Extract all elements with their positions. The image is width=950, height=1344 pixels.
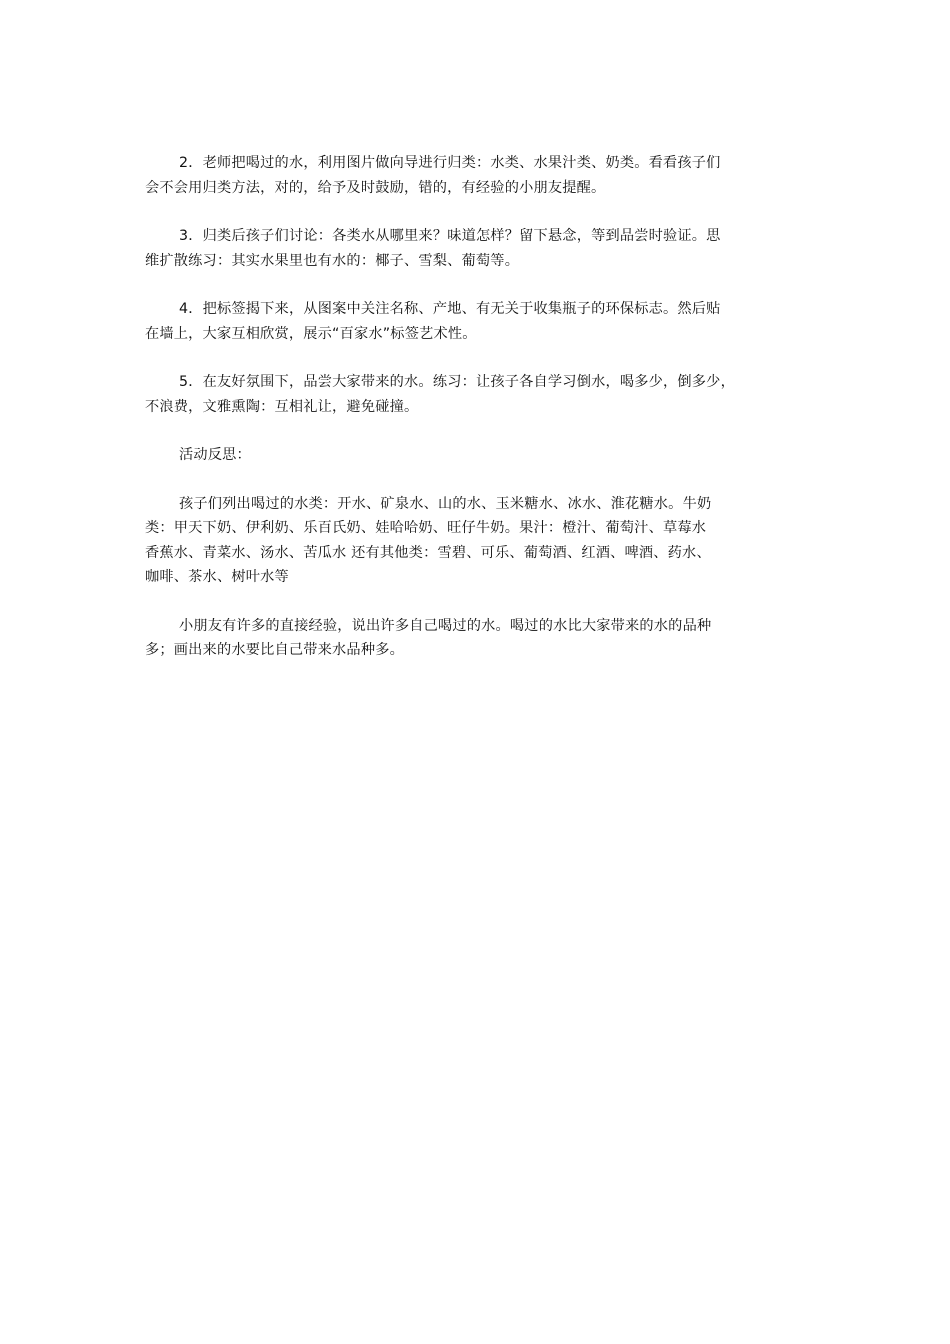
paragraph-drink-list xyxy=(145,492,813,590)
paragraph-line: 维扩散练习：其实水果里也有水的：椰子、雪梨、葡萄等。 xyxy=(145,252,520,269)
section-heading-reflection xyxy=(145,443,813,468)
paragraph-line: 孩子们列出喝过的水类：开水、矿泉水、山的水、玉米糖水、冰水、淮花糖水。牛奶 xyxy=(179,495,712,512)
paragraph-line: 在墙上，大家互相欣赏，展示“百家水”标签艺术性。 xyxy=(145,325,477,342)
paragraph-line: 咖啡、茶水、树叶水等 xyxy=(145,569,289,585)
paragraph-step-4 xyxy=(145,297,813,346)
paragraph-line: 类：甲天下奶、伊利奶、乐百氏奶、娃哈哈奶、旺仔牛奶。果汁：橙汁、葡萄汁、草莓水 xyxy=(145,520,707,536)
paragraph-line: 会不会用归类方法，对的，给予及时鼓励，错的，有经验的小朋友提醒。 xyxy=(145,179,606,196)
paragraph-step-2 xyxy=(145,151,813,200)
paragraph-line: 2．老师把喝过的水，利用图片做向导进行归类：水类、水果汁类、奶类。看看孩子们 xyxy=(179,155,721,171)
paragraph-line: 4．把标签揭下来，从图案中关注名称、产地、有无关于收集瓶子的环保标志。然后贴 xyxy=(179,301,721,317)
paragraph-line: 不浪费，文雅熏陶：互相礼让，避免碰撞。 xyxy=(145,398,419,415)
paragraph-line: 香蕉水、青菜水、汤水、苦瓜水 还有其他类：雪碧、可乐、葡萄酒、红酒、啤酒、药水、 xyxy=(145,544,711,561)
paragraph-line: 3．归类后孩子们讨论：各类水从哪里来？味道怎样？留下悬念，等到品尝时验证。思 xyxy=(179,228,721,244)
document-body xyxy=(145,151,813,687)
heading-line: 活动反思： xyxy=(179,447,251,463)
paragraph-step-3 xyxy=(145,224,813,273)
paragraph-line: 5．在友好氛围下，品尝大家带来的水。练习：让孩子各自学习倒水，喝多少，倒多少， xyxy=(179,374,735,390)
paragraph-line: 小朋友有许多的直接经验，说出许多自己喝过的水。喝过的水比大家带来的水的品种 xyxy=(179,617,712,634)
paragraph-step-5 xyxy=(145,370,813,419)
paragraph-conclusion xyxy=(145,614,813,663)
paragraph-line: 多；画出来的水要比自己带来水品种多。 xyxy=(145,642,404,658)
